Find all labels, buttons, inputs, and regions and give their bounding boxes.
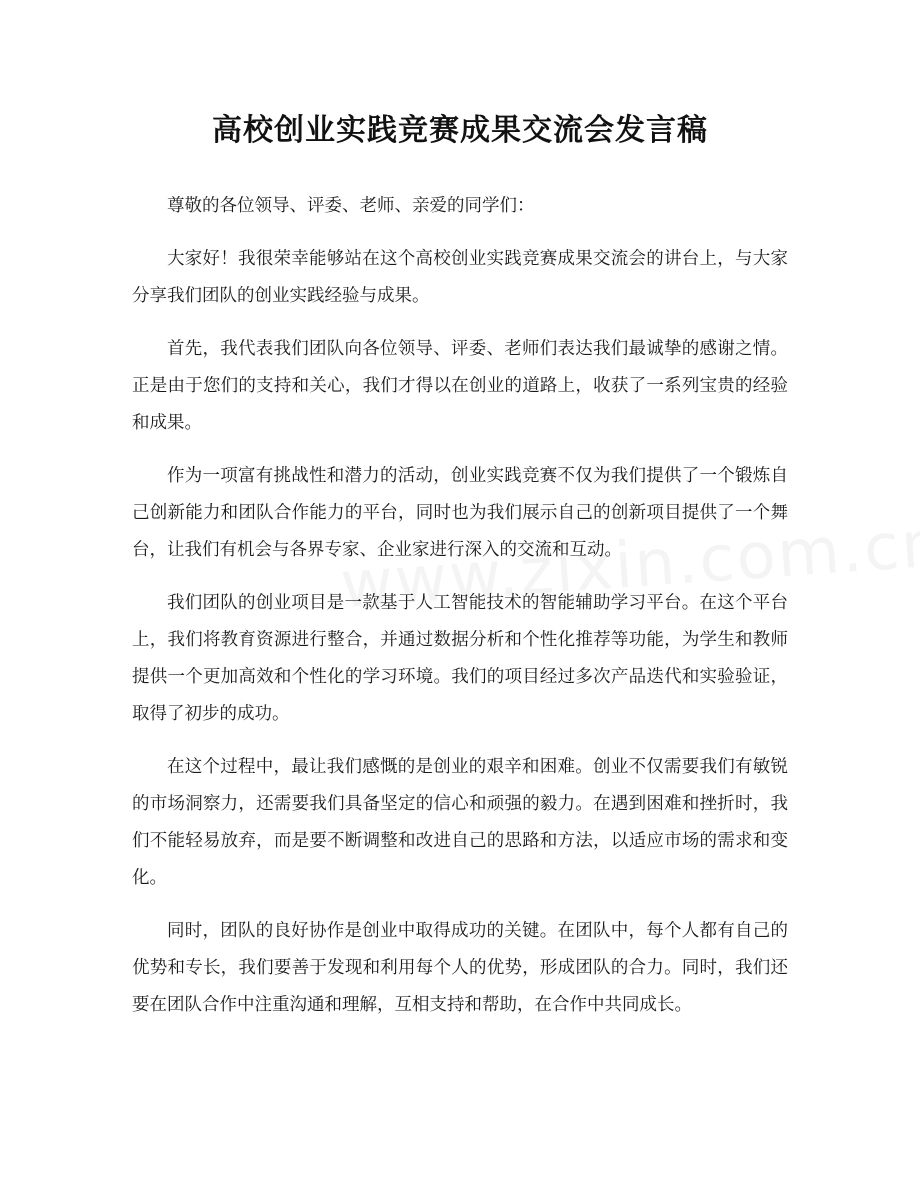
salutation: 尊敬的各位领导、评委、老师、亲爱的同学们：: [167, 196, 535, 216]
paragraph-5: 在这个过程中，最让我们感慨的是创业的艰辛和困难。创业不仅需要我们有敏锐的市场洞察力，还需要我们具备坚定的信心和顽强的毅力。在遇到困难和挫折时，我们不能轻易放弃，而是要不断调整和改进自己的思路和方法，以适应市场的需求和变化。: [132, 757, 788, 888]
paragraph-2: 首先，我代表我们团队向各位领导、评委、老师们表达我们最诚挚的感谢之情。正是由于您们的支持和关心，我们才得以在创业的道路上，收获了一系列宝贵的经验和成果。: [132, 339, 788, 433]
paragraph-1: 大家好！我很荣幸能够站在这个高校创业实践竞赛成果交流会的讲台上，与大家分享我们团队的创业实践经验与成果。: [132, 249, 788, 306]
document-title: 高校创业实践竞赛成果交流会发言稿: [212, 113, 708, 148]
paragraph-4: 我们团队的创业项目是一款基于人工智能技术的智能辅助学习平台。在这个平台上，我们将教育资源进行整合，并通过数据分析和个性化推荐等功能，为学生和教师提供一个更加高效和个性化的学习环境。我们的项目经过多次产品迭代和实验验证，取得了初步的成功。: [132, 593, 788, 724]
paragraph-3: 作为一项富有挑战性和潜力的活动，创业实践竞赛不仅为我们提供了一个锻炼自己创新能力和团队合作能力的平台，同时也为我们展示自己的创新项目提供了一个舞台，让我们有机会与各界专家、企业家进行深入的交流和互动。: [132, 466, 788, 560]
paragraph-6: 同时，团队的良好协作是创业中取得成功的关键。在团队中，每个人都有自己的优势和专长，我们要善于发现和利用每个人的优势，形成团队的合力。同时，我们还要在团队合作中注重沟通和理解，互相支持和帮助，在合作中共同成长。: [132, 921, 788, 1015]
